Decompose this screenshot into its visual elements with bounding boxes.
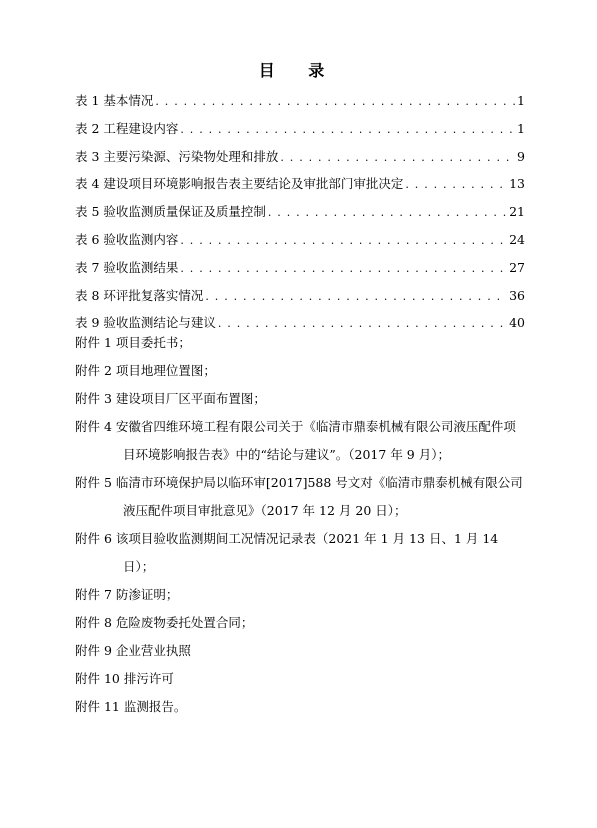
toc-entry-label: 表 2 工程建设内容 <box>75 120 179 136</box>
toc-entry-page: 24 <box>509 231 525 247</box>
toc-entry[interactable] <box>75 171 525 199</box>
toc-entry[interactable] <box>75 255 525 283</box>
attachment-item: 附件 5 临清市环境保护局以临环审[2017]588 号文对《临清市鼎泰机械有限公司液压配件项目审批意见》（2017 年 12 月 20 日）； <box>75 475 523 518</box>
toc-entry[interactable] <box>75 116 525 144</box>
toc-leader <box>205 284 507 311</box>
toc-entry[interactable] <box>75 227 525 255</box>
toc-entry-label: 表 4 建设项目环境影响报告表主要结论及审批部门审批决定 <box>75 176 404 192</box>
attachment-item: 附件 11 监测报告。 <box>75 699 187 714</box>
attachment-item: 附件 9 企业营业执照 <box>75 643 191 658</box>
attachment-item: 附件 1 项目委托书； <box>75 335 191 350</box>
attachment-item: 附件 2 项目地理位置图； <box>75 363 216 378</box>
attachment-item: 附件 3 建设项目厂区平面布置图； <box>75 391 266 406</box>
toc-entry-label: 表 5 验收监测质量保证及质量控制 <box>75 204 266 220</box>
table-of-contents <box>75 88 525 338</box>
attachment-list <box>75 329 525 721</box>
toc-leader <box>180 256 507 283</box>
toc-entry-page: 13 <box>509 176 525 192</box>
toc-entry-page: 21 <box>509 204 525 220</box>
toc-entry-label: 表 3 主要污染源、污染物处理和排放 <box>75 148 279 164</box>
toc-entry-page: 36 <box>509 287 525 303</box>
toc-entry[interactable] <box>75 88 525 116</box>
toc-entry-page: 1 <box>517 120 525 136</box>
toc-entry-label: 表 1 基本情况 <box>75 93 154 108</box>
toc-entry-label: 表 6 验收监测内容 <box>75 231 179 247</box>
toc-entry-page: 40 <box>509 315 525 331</box>
toc-entry[interactable] <box>75 199 525 227</box>
page-title: 目 录 <box>258 61 339 80</box>
toc-entry-label: 表 8 环评批复落实情况 <box>75 287 204 303</box>
attachment-item: 附件 4 安徽省四维环境工程有限公司关于《临清市鼎泰机械有限公司液压配件项目环境影响报告表》中的“结论与建议”。（2017 年 9 月）； <box>75 419 516 462</box>
toc-leader <box>280 145 515 172</box>
toc-leader <box>268 200 507 227</box>
toc-entry[interactable] <box>75 283 525 311</box>
toc-entry-page: 1 <box>517 93 525 108</box>
toc-entry-page: 27 <box>509 259 525 275</box>
toc-leader <box>405 172 507 199</box>
toc-entry-page: 9 <box>517 148 525 164</box>
toc-leader <box>180 117 515 144</box>
toc-entry-label: 表 9 验收监测结论与建议 <box>75 315 216 331</box>
attachment-item: 附件 7 防渗证明； <box>75 587 179 602</box>
attachment-item: 附件 10 排污许可 <box>75 671 174 686</box>
attachment-item: 附件 6 该项目验收监测期间工况情况记录表（2021 年 1 月 13 日、1 月 14 日）； <box>75 531 499 574</box>
toc-leader <box>180 228 507 255</box>
toc-leader <box>155 89 515 116</box>
toc-entry[interactable] <box>75 144 525 172</box>
toc-entry-label: 表 7 验收监测结果 <box>75 259 179 275</box>
attachment-item: 附件 8 危险废物委托处置合同； <box>75 615 254 630</box>
